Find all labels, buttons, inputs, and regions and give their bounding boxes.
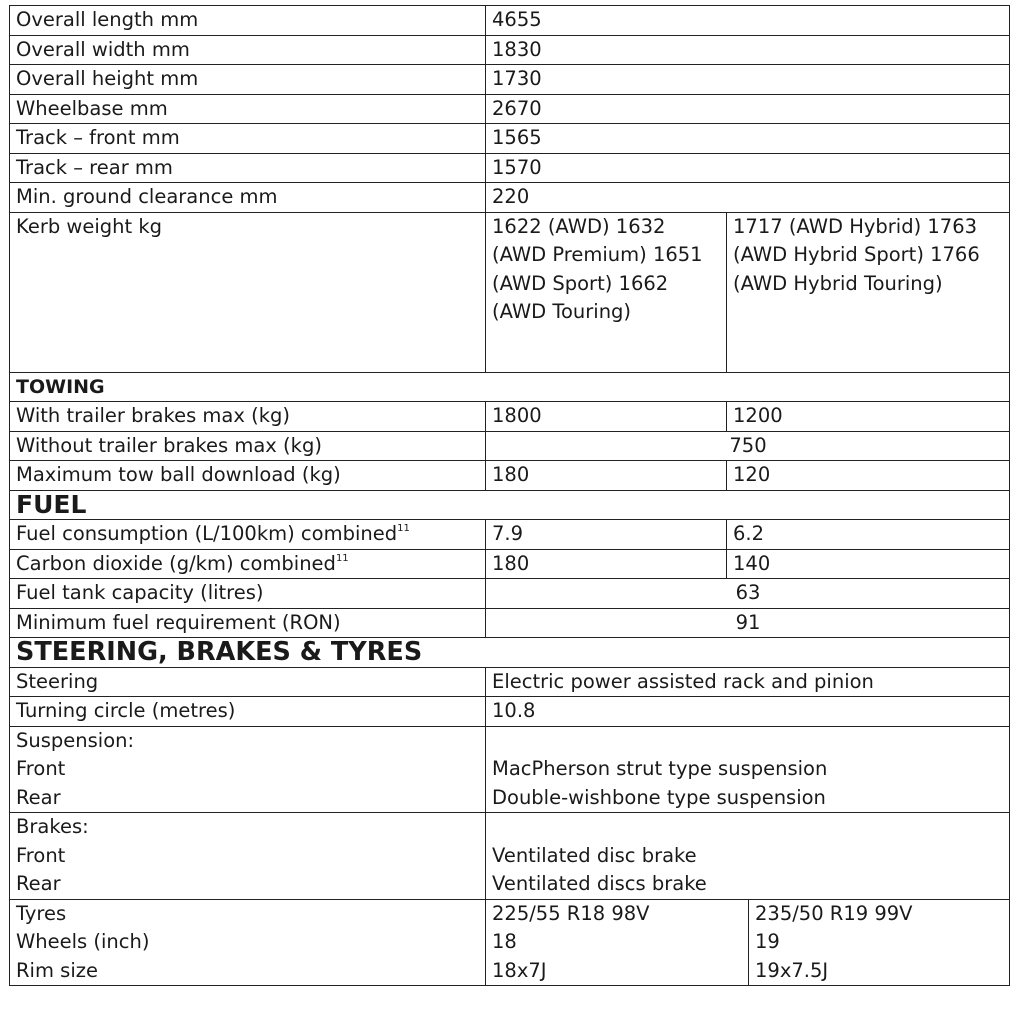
label-steering: Steering <box>10 667 486 697</box>
label-min-fuel: Minimum fuel requirement (RON) <box>10 608 486 638</box>
value-with-trailer-brakes-1: 1800 <box>486 402 727 432</box>
label-kerb-weight: Kerb weight kg <box>10 212 486 372</box>
value-ground-clearance: 220 <box>486 183 1010 213</box>
label-overall-length: Overall length mm <box>10 6 486 36</box>
label-overall-width: Overall width mm <box>10 35 486 65</box>
row-ground-clearance <box>10 183 1010 213</box>
heading-towing: TOWING <box>10 372 1010 402</box>
value-overall-width: 1830 <box>486 35 1010 65</box>
spec-table <box>9 5 1010 986</box>
wheel-19-value: 19 <box>755 930 780 953</box>
label-overall-height: Overall height mm <box>10 65 486 95</box>
row-fuel-tank <box>10 579 1010 609</box>
value-tow-ball-1: 180 <box>486 461 727 491</box>
value-without-trailer-brakes: 750 <box>486 431 1010 461</box>
label-tyres <box>10 899 486 986</box>
value-track-rear: 1570 <box>486 153 1010 183</box>
tyre-18-value: 225/55 R18 98V <box>492 901 650 925</box>
label-co2 <box>10 549 486 579</box>
rim-18-value: 18x7J <box>492 958 547 982</box>
value-tow-ball-2: 120 <box>727 461 1010 491</box>
row-brakes <box>10 813 1010 900</box>
label-fuel-tank: Fuel tank capacity (litres) <box>10 579 486 609</box>
value-fuel-consumption-1: 7.9 <box>486 520 727 550</box>
section-towing <box>10 372 1010 402</box>
value-kerb-weight-awd: 1622 (AWD) 1632 (AWD Premium) 1651 (AWD Sport) 1662 (AWD Touring) <box>486 212 727 372</box>
label-track-front: Track – front mm <box>10 124 486 154</box>
row-track-rear <box>10 153 1010 183</box>
tyre-19-value: 235/50 R19 99V <box>755 901 913 925</box>
value-wheelbase: 2670 <box>486 94 1010 124</box>
footnote-marker: 11 <box>335 552 349 564</box>
row-with-trailer-brakes <box>10 402 1010 432</box>
row-co2 <box>10 549 1010 579</box>
label-ground-clearance: Min. ground clearance mm <box>10 183 486 213</box>
row-without-trailer-brakes <box>10 431 1010 461</box>
row-overall-height <box>10 65 1010 95</box>
value-kerb-weight-hybrid: 1717 (AWD Hybrid) 1763 (AWD Hybrid Sport) 1766 (AWD Hybrid Touring) <box>727 212 1010 372</box>
heading-steering: STEERING, BRAKES & TYRES <box>10 638 1010 668</box>
value-overall-length: 4655 <box>486 6 1010 36</box>
footnote-marker: 11 <box>397 523 410 534</box>
value-overall-height: 1730 <box>486 65 1010 95</box>
value-co2-1: 180 <box>486 549 727 579</box>
brakes-front-value: Ventilated disc brake <box>492 843 697 867</box>
row-overall-width <box>10 35 1010 65</box>
row-kerb-weight <box>10 212 1010 372</box>
tyres-label: Tyres <box>16 901 67 925</box>
label-suspension <box>10 726 486 813</box>
suspension-heading: Suspension: <box>16 728 135 752</box>
suspension-front-value: MacPherson strut type suspension <box>492 757 828 780</box>
label-track-rear: Track – rear mm <box>10 153 486 183</box>
value-brakes <box>486 813 1010 900</box>
label-brakes <box>10 813 486 900</box>
row-fuel-consumption <box>10 520 1010 550</box>
value-tyres-19 <box>749 899 1010 986</box>
label-with-trailer-brakes: With trailer brakes max (kg) <box>10 402 486 432</box>
rim-size-label: Rim size <box>16 958 98 982</box>
label-wheelbase: Wheelbase mm <box>10 94 486 124</box>
value-with-trailer-brakes-2: 1200 <box>727 402 1010 432</box>
fuel-consumption-text: Fuel consumption (L/100km) combined <box>16 522 398 545</box>
row-turning-circle <box>10 697 1010 727</box>
row-track-front <box>10 124 1010 154</box>
rim-19-value: 19x7.5J <box>755 958 829 982</box>
brakes-heading: Brakes: <box>16 815 89 838</box>
row-tow-ball <box>10 461 1010 491</box>
value-fuel-consumption-2: 6.2 <box>727 520 1010 550</box>
brakes-rear-value: Ventilated discs brake <box>492 872 707 895</box>
row-overall-length <box>10 6 1010 36</box>
wheel-18-value: 18 <box>492 930 517 953</box>
row-wheelbase <box>10 94 1010 124</box>
row-min-fuel <box>10 608 1010 638</box>
value-track-front: 1565 <box>486 124 1010 154</box>
brakes-rear-label: Rear <box>16 872 61 895</box>
value-suspension <box>486 726 1010 813</box>
suspension-rear-label: Rear <box>16 785 61 809</box>
value-min-fuel: 91 <box>486 608 1010 638</box>
label-tow-ball: Maximum tow ball download (kg) <box>10 461 486 491</box>
heading-fuel: FUEL <box>10 490 1010 520</box>
section-steering <box>10 638 1010 668</box>
value-tyres-18 <box>486 899 749 986</box>
label-fuel-consumption <box>10 520 486 550</box>
value-fuel-tank: 63 <box>486 579 1010 609</box>
row-tyres <box>10 899 1010 986</box>
co2-text: Carbon dioxide (g/km) combined <box>16 551 336 575</box>
wheels-label: Wheels (inch) <box>16 930 150 953</box>
row-suspension <box>10 726 1010 813</box>
label-turning-circle: Turning circle (metres) <box>10 697 486 727</box>
label-without-trailer-brakes: Without trailer brakes max (kg) <box>10 431 486 461</box>
row-steering <box>10 667 1010 697</box>
value-turning-circle: 10.8 <box>486 697 1010 727</box>
brakes-front-label: Front <box>16 843 66 867</box>
value-steering: Electric power assisted rack and pinion <box>486 667 1010 697</box>
suspension-rear-value: Double-wishbone type suspension <box>492 785 826 809</box>
value-co2-2: 140 <box>727 549 1010 579</box>
suspension-front-label: Front <box>16 757 66 780</box>
section-fuel <box>10 490 1010 520</box>
